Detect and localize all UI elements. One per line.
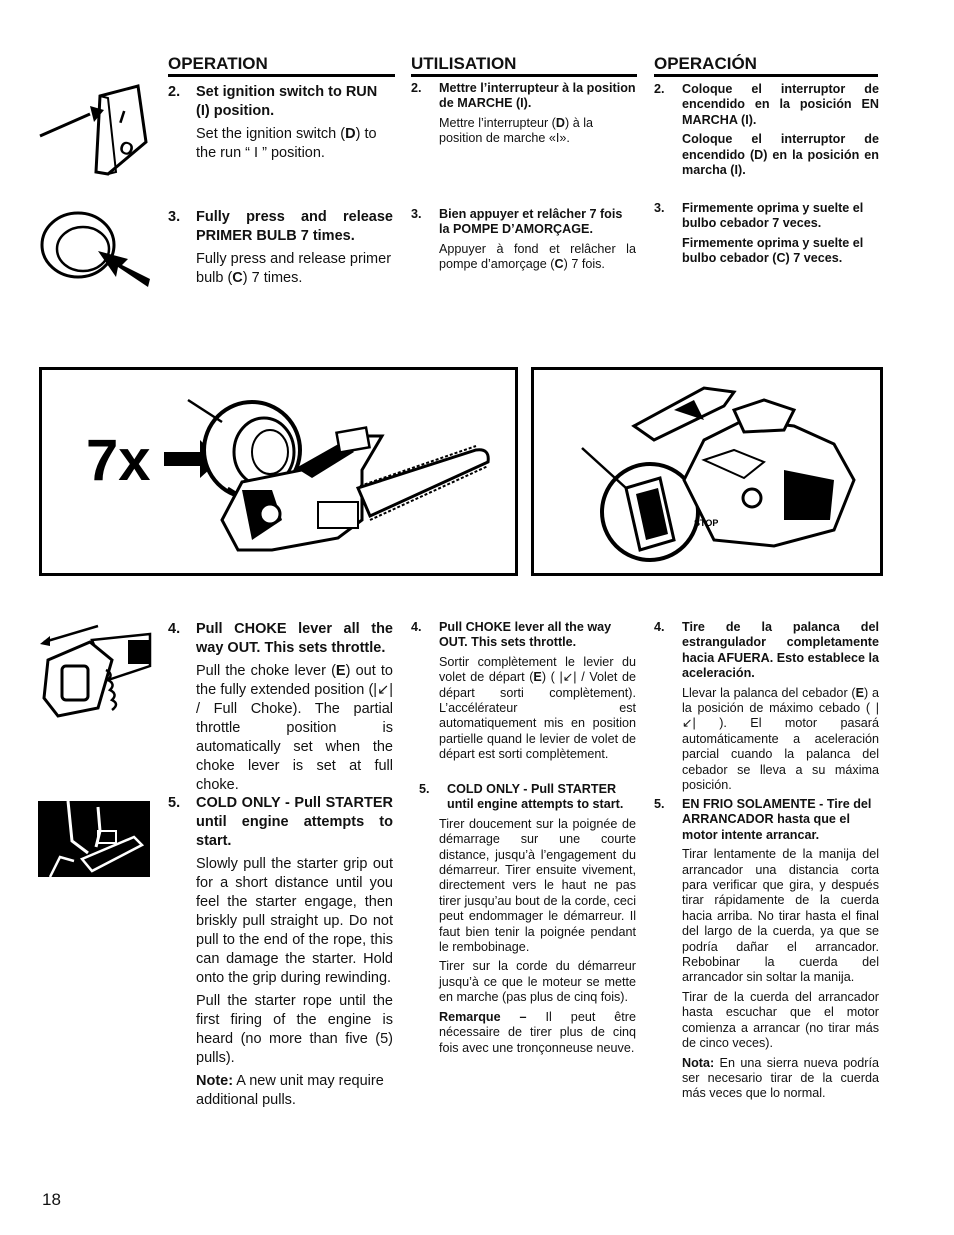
step-number: 2. [411,81,422,95]
es-step-5 [654,797,879,1106]
step-title: Pull CHOKE lever all the way OUT. This sets throttle. [439,620,612,650]
step-paragraph: Pull the starter rope until the first firing of the engine is heard (no more than five (5) pulls). [196,993,393,1066]
part-key: C [232,270,243,286]
step-text: ) 7 times. [242,270,303,286]
step-text: ) à la position de marche «I». [439,115,593,146]
step-number: 2. [168,84,181,100]
step-text: Mettre l’interrupteur ( [439,115,556,130]
fr-step-3 [411,207,636,277]
note-text: Il peut être nécessaire de tirer plus de cinq fois avec une tronçonneuse neuve. [439,1009,636,1055]
stop-label: STOP [694,518,719,528]
step-paragraph: Tirar lentamente de la manija del arrancador una distancia corta para verificar que gira, y después tirar rápidamente de la cuerda hacia arriba. No tirar hasta el final del largo de la cuerda, ya que se podría dañar el arrancador. Rebobinar la cuerda del arrancador sin soltar la manija. [682,847,879,985]
heading-es: OPERACIÓN [654,55,878,77]
en-step-5 [168,794,393,1114]
es-step-2 [654,82,879,182]
part-key: D [555,115,565,130]
part-key: D [345,126,356,142]
primer-bulb-illustration [39,367,518,576]
note-text: A new unit may require additional pulls. [196,1073,384,1108]
note-label: Note: [196,1073,234,1089]
step-number: 4. [168,621,181,637]
step-title-2: Firmemente oprima y suelte el bulbo cebador (C) 7 veces. [682,235,864,266]
part-key: C [554,257,564,272]
step-title: EN FRIO SOLAMENTE - Tire del ARRANCADOR hasta que el motor intente arrancar. [682,797,872,842]
step-title: COLD ONLY - Pull STARTER until engine attempts to start. [196,795,393,849]
step-number: 4. [654,620,665,634]
step-text: Fully press and release primer bulb ( [196,251,392,286]
step-number: 3. [411,207,422,221]
step-number: 3. [168,209,181,225]
ignition-switch-icon [38,84,150,176]
part-key: E [855,685,865,700]
step-title: Set ignition switch to RUN (I) position. [196,84,378,119]
step-text: ) 7 fois. [563,257,605,272]
note-text: En una sierra nueva podría ser necesario tirar de la cuerda más veces que lo normal. [682,1055,879,1101]
step-text: ) ( |↙| / Volet de départ sorti complètement). L’accélérateur est automatiquement mis en position partielle quand le levier de volet de départ est sorti complètement. [439,670,636,762]
svg-text:O: O [116,136,137,161]
step-paragraph: Tirer doucement sur la poignée de démarrage sur une courte distance, jusqu’à l’engagement du démarreur. Tirer ensuite vivement, directement vers le haut ne pas tirer jusqu’au bout de la corde, ceci peut endommager le démarreur. Il faut bien tenir la poignée pendant le rembobinage. [439,816,636,955]
step-title: Pull CHOKE lever all the way OUT. This sets throttle. [196,621,393,656]
step-text: Set the ignition switch ( [196,126,346,142]
fr-step-4 [411,620,636,767]
step-paragraph: Slowly pull the starter grip out for a short distance until you feel the starter engage, then briskly pull straight up. Do not pull to the end of the rope, this can damage the starter. Hold onto the grip during rewinding. [196,856,393,986]
callout-7x: 7x [86,428,151,493]
en-step-3 [168,208,393,292]
step-text: ) to the run “ I ” position. [196,126,377,161]
step-text: Sortir complètement le levier du volet de départ ( [439,654,636,685]
heading-fr: UTILISATION [411,55,637,77]
part-key: E [335,663,346,679]
starter-pull-icon [38,801,150,877]
step-title: Fully press and release PRIMER BULB 7 times. [196,209,393,244]
ignition-switch-illustration [531,367,883,576]
primer-bulb-icon [38,205,152,295]
fr-step-5 [419,782,636,1060]
heading-en: OPERATION [168,55,395,77]
step-title: Coloque el interruptor de encendido en la posición EN MARCHA (I). [682,82,879,127]
step-text: ) a la posición de máximo cebado ( |↙| ). El motor pasará automáticamente a aceleración parcial cuando la palanca del cebador se lleva a su máxima posición. [682,685,879,793]
step-paragraph: Tirer sur la corde du démarreur jusqu’à ce que le moteur se mette en marche (pas plus de cinq fois). [439,959,636,1005]
step-text: ) out to the fully extended position (|↙| / Full Choke). The partial throttle position is automatically set when the choke lever is set at full choke. [196,663,393,793]
step-number: 3. [654,201,665,215]
step-number: 2. [654,82,665,96]
step-title: Bien appuyer et relâcher 7 fois la POMPE D’AMORÇAGE. [439,207,623,237]
svg-text:I: I [116,106,128,128]
page-number: 18 [42,1190,61,1209]
step-title: Firmemente oprima y suelte el bulbo cebador 7 veces. [682,201,864,231]
en-step-2 [168,83,393,167]
step-text: Pull the choke lever ( [196,663,336,679]
step-number: 5. [168,795,181,811]
step-title: Tire de la palanca del estrangulador completamente hacia AFUERA. Esto establece la aceleración. [682,620,879,681]
note-label: Remarque – [439,1009,527,1024]
step-paragraph: Tirar de la cuerda del arrancador hasta escuchar que el motor comienza a arrancar (no tirar más de cinco veces). [682,989,879,1051]
step-title: Mettre l’interrupteur à la position de MARCHE (I). [439,81,636,111]
step-number: 4. [411,620,422,634]
note-label: Nota: [682,1055,715,1070]
step-text: Appuyer à fond et relâcher la pompe d’amorçage ( [439,241,636,272]
step-title-2: Coloque el interruptor de encendido (D) en la posición en marcha (I). [682,132,879,178]
step-title: COLD ONLY - Pull STARTER until engine attempts to start. [447,782,624,812]
step-text: Llevar la palanca del cebador ( [682,685,856,700]
step-number: 5. [419,782,430,796]
en-step-4 [168,620,393,799]
fr-step-2 [411,81,636,151]
part-key: E [533,670,542,685]
step-number: 5. [654,797,665,811]
es-step-3 [654,201,879,271]
choke-lever-icon [38,620,156,720]
es-step-4 [654,620,879,797]
